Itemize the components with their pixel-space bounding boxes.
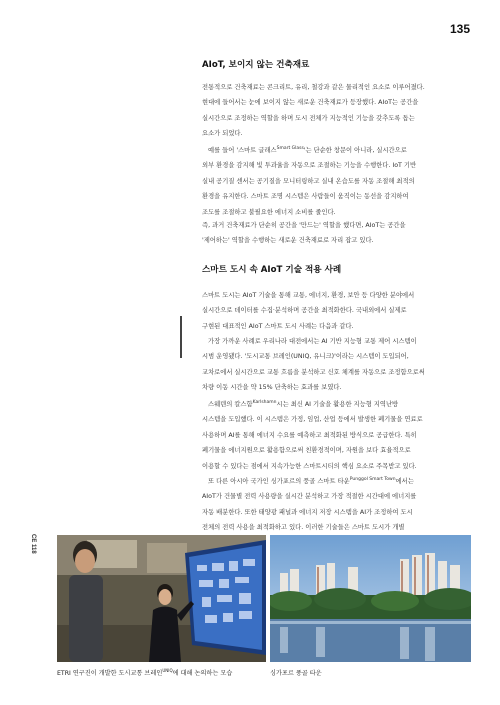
- side-label: CE 118: [30, 534, 36, 554]
- page-number: 135: [449, 22, 470, 36]
- photo-punggol-town: [270, 535, 471, 662]
- section1-paragraph-3: 즉, 과거 건축재료가 단순히 공간을 '만드는' 역할을 했다면, AIoT는 공간을 '제어하는' 역할을 수행하는 새로운 건축재료로 자리 잡고 있다.: [202, 222, 406, 245]
- caption-left: ETRI 연구진이 개발한 도시교통 브레인$^{UNIQ}$에 대해 논의하는 모습: [57, 668, 233, 677]
- section-heading-smart-city: 스마트 도시 속 AIoT 기술 적용 사례: [202, 265, 342, 275]
- side-marker: [180, 316, 182, 358]
- section1-paragraph-2: 예를 들어 '스마트 글래스$^{Smart Glass}$'는 단순한 창문이 아니라, 실시간으로 외부 환경을 감지해 빛 투과율을 자동으로 조절하는 기능을 수행한다. IoT 기반 실내 공기질 센서는 공기질을 모니터링하고 실내 온습도를 자동 조절해 최적의 환경을 유지한다. 스마트 조명 시스템은 사람들이 움직이는 동선을 감지하여 조도를 조절하고 불필요한 에너지 소비를 줄인다.: [202, 146, 417, 216]
- section2-paragraph-1: 스마트 도시는 AIoT 기술을 통해 교통, 에너지, 환경, 보안 등 다양한 분야에서 실시간으로 데이터를 수집·분석하며 공간을 최적화한다. 국내외에서 실제로 구현된 대표적인 AIoT 스마트 도시 사례는 다음과 같다.: [202, 292, 415, 330]
- photo-etri-researchers: [57, 535, 266, 662]
- photo-etri-illustration: [57, 535, 266, 662]
- section1-paragraph-1: 전통적으로 건축재료는 콘크리트, 유리, 철강과 같은 물리적인 요소로 이루어졌다. 현대에 들어서는 눈에 보이지 않는 새로운 건축재료가 등장했다. AIoT는 공간을 실시간으로 조정하는 역할을 하며 도시 전체가 지능적인 기능을 갖추도록 돕는 요소가 되었다.: [202, 84, 425, 138]
- section2-paragraph-4: 또 다른 아시아 국가인 싱가포르의 풍골 스마트 타운$^{Punggol Smart Town}$에서는 AIoT가 건물별 전력 사용량을 실시간 분석하고 가장 적절한 시간대에 에너지를 자동 배분한다. 또한 태양광 패널과 에너지 저장 시스템을 AI가 조정하여 도시 전체의 전력 사용을 최적화하고 있다. 이러한 기술들은 스마트 도시가 개별: [202, 477, 417, 532]
- section2-paragraph-3: 스웨덴의 칼스함$^{Karlshamn}$시는 최신 AI 기술을 활용한 지능형 지역난방 시스템을 도입했다. 이 시스템은 가정, 임업, 산업 등에서 발생한 폐기물을 연료로 사용하며 AI를 통해 에너지 수요를 예측하고 최적화된 방식으로 공급한다. 특히 폐기물을 에너지원으로 활용함으로써 친환경적이며, 자원을 보다 효율적으로 이용할 수 있다는 점에서 지속가능한 스마트시티의 핵심 요소로 주목받고 있다.: [202, 400, 423, 470]
- photo-punggol-illustration: [270, 535, 471, 662]
- section-heading-aiot: AIoT, 보이지 않는 건축재료: [202, 60, 310, 70]
- section2-paragraph-2: 가장 가까운 사례로 우리나라 대전에서는 AI 기반 지능형 교통 제어 시스템이 시범 운영됐다. '도시교통 브레인(UNIQ, 유니크)'이라는 시스템이 도입되어, 교차로에서 실시간으로 교통 흐름을 분석하고 신호 체계를 자동으로 조정함으로써 차량 이동 시간을 약 15% 단축하는 효과를 보였다.: [202, 338, 425, 392]
- caption-right: 싱가포르 풍골 타운: [270, 670, 322, 677]
